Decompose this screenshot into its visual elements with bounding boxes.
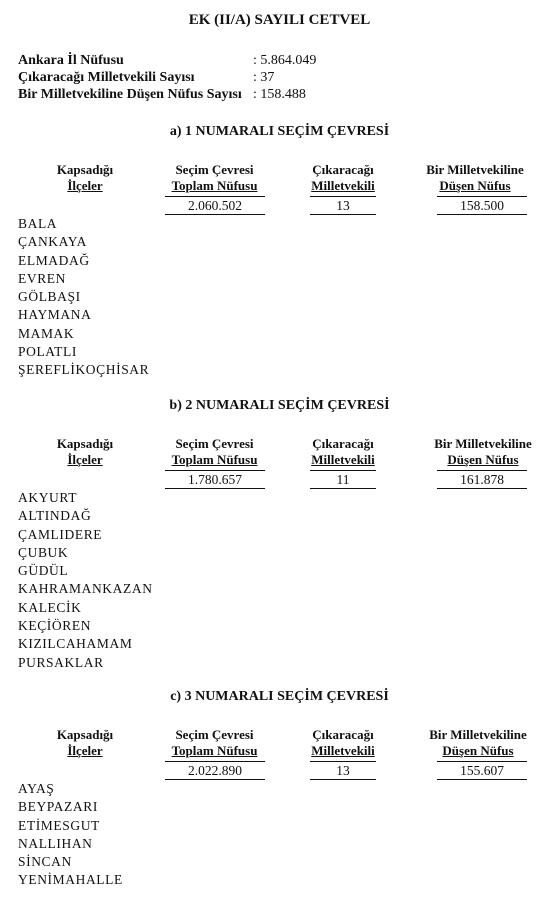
info-row-per-deputy <box>18 86 306 103</box>
header-line: Seçim Çevresi <box>175 436 254 451</box>
header-deputies <box>298 162 388 194</box>
value-population: 1.780.657 <box>165 472 265 489</box>
district-list <box>18 489 153 672</box>
header-districts <box>30 436 140 468</box>
value-deputies: 11 <box>310 472 376 489</box>
info-label: Çıkaracağı Milletvekili Sayısı <box>18 70 195 85</box>
header-line: Çıkaracağı <box>312 436 374 451</box>
list-item: GÜDÜL <box>18 563 69 579</box>
info-row-deputies <box>18 69 275 86</box>
header-line: Seçim Çevresi <box>175 727 254 742</box>
list-item: AKYURT <box>18 490 78 505</box>
info-value: : 158.488 <box>253 87 306 102</box>
header-line: Bir Milletvekiline <box>429 727 527 742</box>
header-line: Toplam Nüfusu <box>171 452 258 467</box>
list-item: PURSAKLAR <box>18 654 104 670</box>
list-item: ETİMESGUT <box>18 817 100 833</box>
header-line: Milletvekili <box>311 178 375 193</box>
header-line: Çıkaracağı <box>312 727 374 742</box>
list-item: KALECİK <box>18 599 82 615</box>
list-item: POLATLI <box>18 344 77 360</box>
list-item: MAMAK <box>18 325 75 341</box>
list-item: BALA <box>18 216 58 231</box>
header-line: Düşen Nüfus <box>447 452 519 467</box>
list-item: ÇUBUK <box>18 544 69 560</box>
info-value: : 37 <box>253 70 275 85</box>
header-line: Toplam Nüfusu <box>171 743 258 758</box>
header-line: Kapsadığı <box>56 162 114 177</box>
info-label: Ankara İl Nüfusu <box>18 53 124 68</box>
header-line: Kapsadığı <box>56 727 114 742</box>
list-item: KEÇİÖREN <box>18 618 92 634</box>
header-line: İlçeler <box>67 452 103 467</box>
section-title: c) 3 NUMARALI SEÇİM ÇEVRESİ <box>170 689 389 704</box>
header-line: Bir Milletvekiline <box>434 436 532 451</box>
list-item: YENİMAHALLE <box>18 872 123 888</box>
value-deputies: 13 <box>310 763 376 780</box>
header-population <box>152 436 277 468</box>
district-list <box>18 780 123 890</box>
list-item: ÇAMLIDERE <box>18 526 103 542</box>
list-item: ÇANKAYA <box>18 234 87 250</box>
header-line: İlçeler <box>67 743 103 758</box>
district-list <box>18 215 149 380</box>
header-deputies <box>298 727 388 759</box>
value-population: 2.022.890 <box>165 763 265 780</box>
header-per-deputy <box>400 162 550 194</box>
list-item: HAYMANA <box>18 307 92 323</box>
value-per-deputy: 158.500 <box>437 198 527 215</box>
header-line: Çıkaracağı <box>312 162 374 177</box>
list-item: SİNCAN <box>18 854 72 870</box>
header-districts <box>30 162 140 194</box>
document-title: EK (II/A) SAYILI CETVEL <box>188 12 371 28</box>
header-line: Kapsadığı <box>56 436 114 451</box>
list-item: ELMADAĞ <box>18 252 90 268</box>
province-info <box>18 52 317 103</box>
header-line: Milletvekili <box>311 743 375 758</box>
value-per-deputy: 155.607 <box>437 763 527 780</box>
header-deputies <box>298 436 388 468</box>
header-line: Düşen Nüfus <box>439 178 511 193</box>
info-row-population <box>18 52 317 69</box>
header-per-deputy <box>408 436 558 468</box>
list-item: BEYPAZARI <box>18 799 98 815</box>
header-line: Seçim Çevresi <box>175 162 254 177</box>
header-line: Düşen Nüfus <box>442 743 514 758</box>
list-item: EVREN <box>18 270 66 286</box>
section-title: a) 1 NUMARALI SEÇİM ÇEVRESİ <box>169 124 390 139</box>
header-districts <box>30 727 140 759</box>
header-population <box>152 162 277 194</box>
header-line: Milletvekili <box>311 452 375 467</box>
value-per-deputy: 161.878 <box>437 472 527 489</box>
list-item: NALLIHAN <box>18 835 93 851</box>
value-population: 2.060.502 <box>165 198 265 215</box>
info-label: Bir Milletvekiline Düşen Nüfus Sayısı <box>18 87 242 102</box>
header-line: İlçeler <box>67 178 103 193</box>
header-line: Bir Milletvekiline <box>426 162 524 177</box>
list-item: GÖLBAŞI <box>18 289 81 305</box>
value-deputies: 13 <box>310 198 376 215</box>
header-population <box>152 727 277 759</box>
list-item: ALTINDAĞ <box>18 508 92 524</box>
header-per-deputy <box>403 727 553 759</box>
info-value: : 5.864.049 <box>253 53 317 68</box>
list-item: ŞEREFLİKOÇHİSAR <box>18 362 150 378</box>
list-item: AYAŞ <box>18 781 55 796</box>
list-item: KIZILCAHAMAM <box>18 636 133 652</box>
section-title: b) 2 NUMARALI SEÇİM ÇEVRESİ <box>169 398 390 413</box>
list-item: KAHRAMANKAZAN <box>18 581 153 597</box>
header-line: Toplam Nüfusu <box>171 178 258 193</box>
